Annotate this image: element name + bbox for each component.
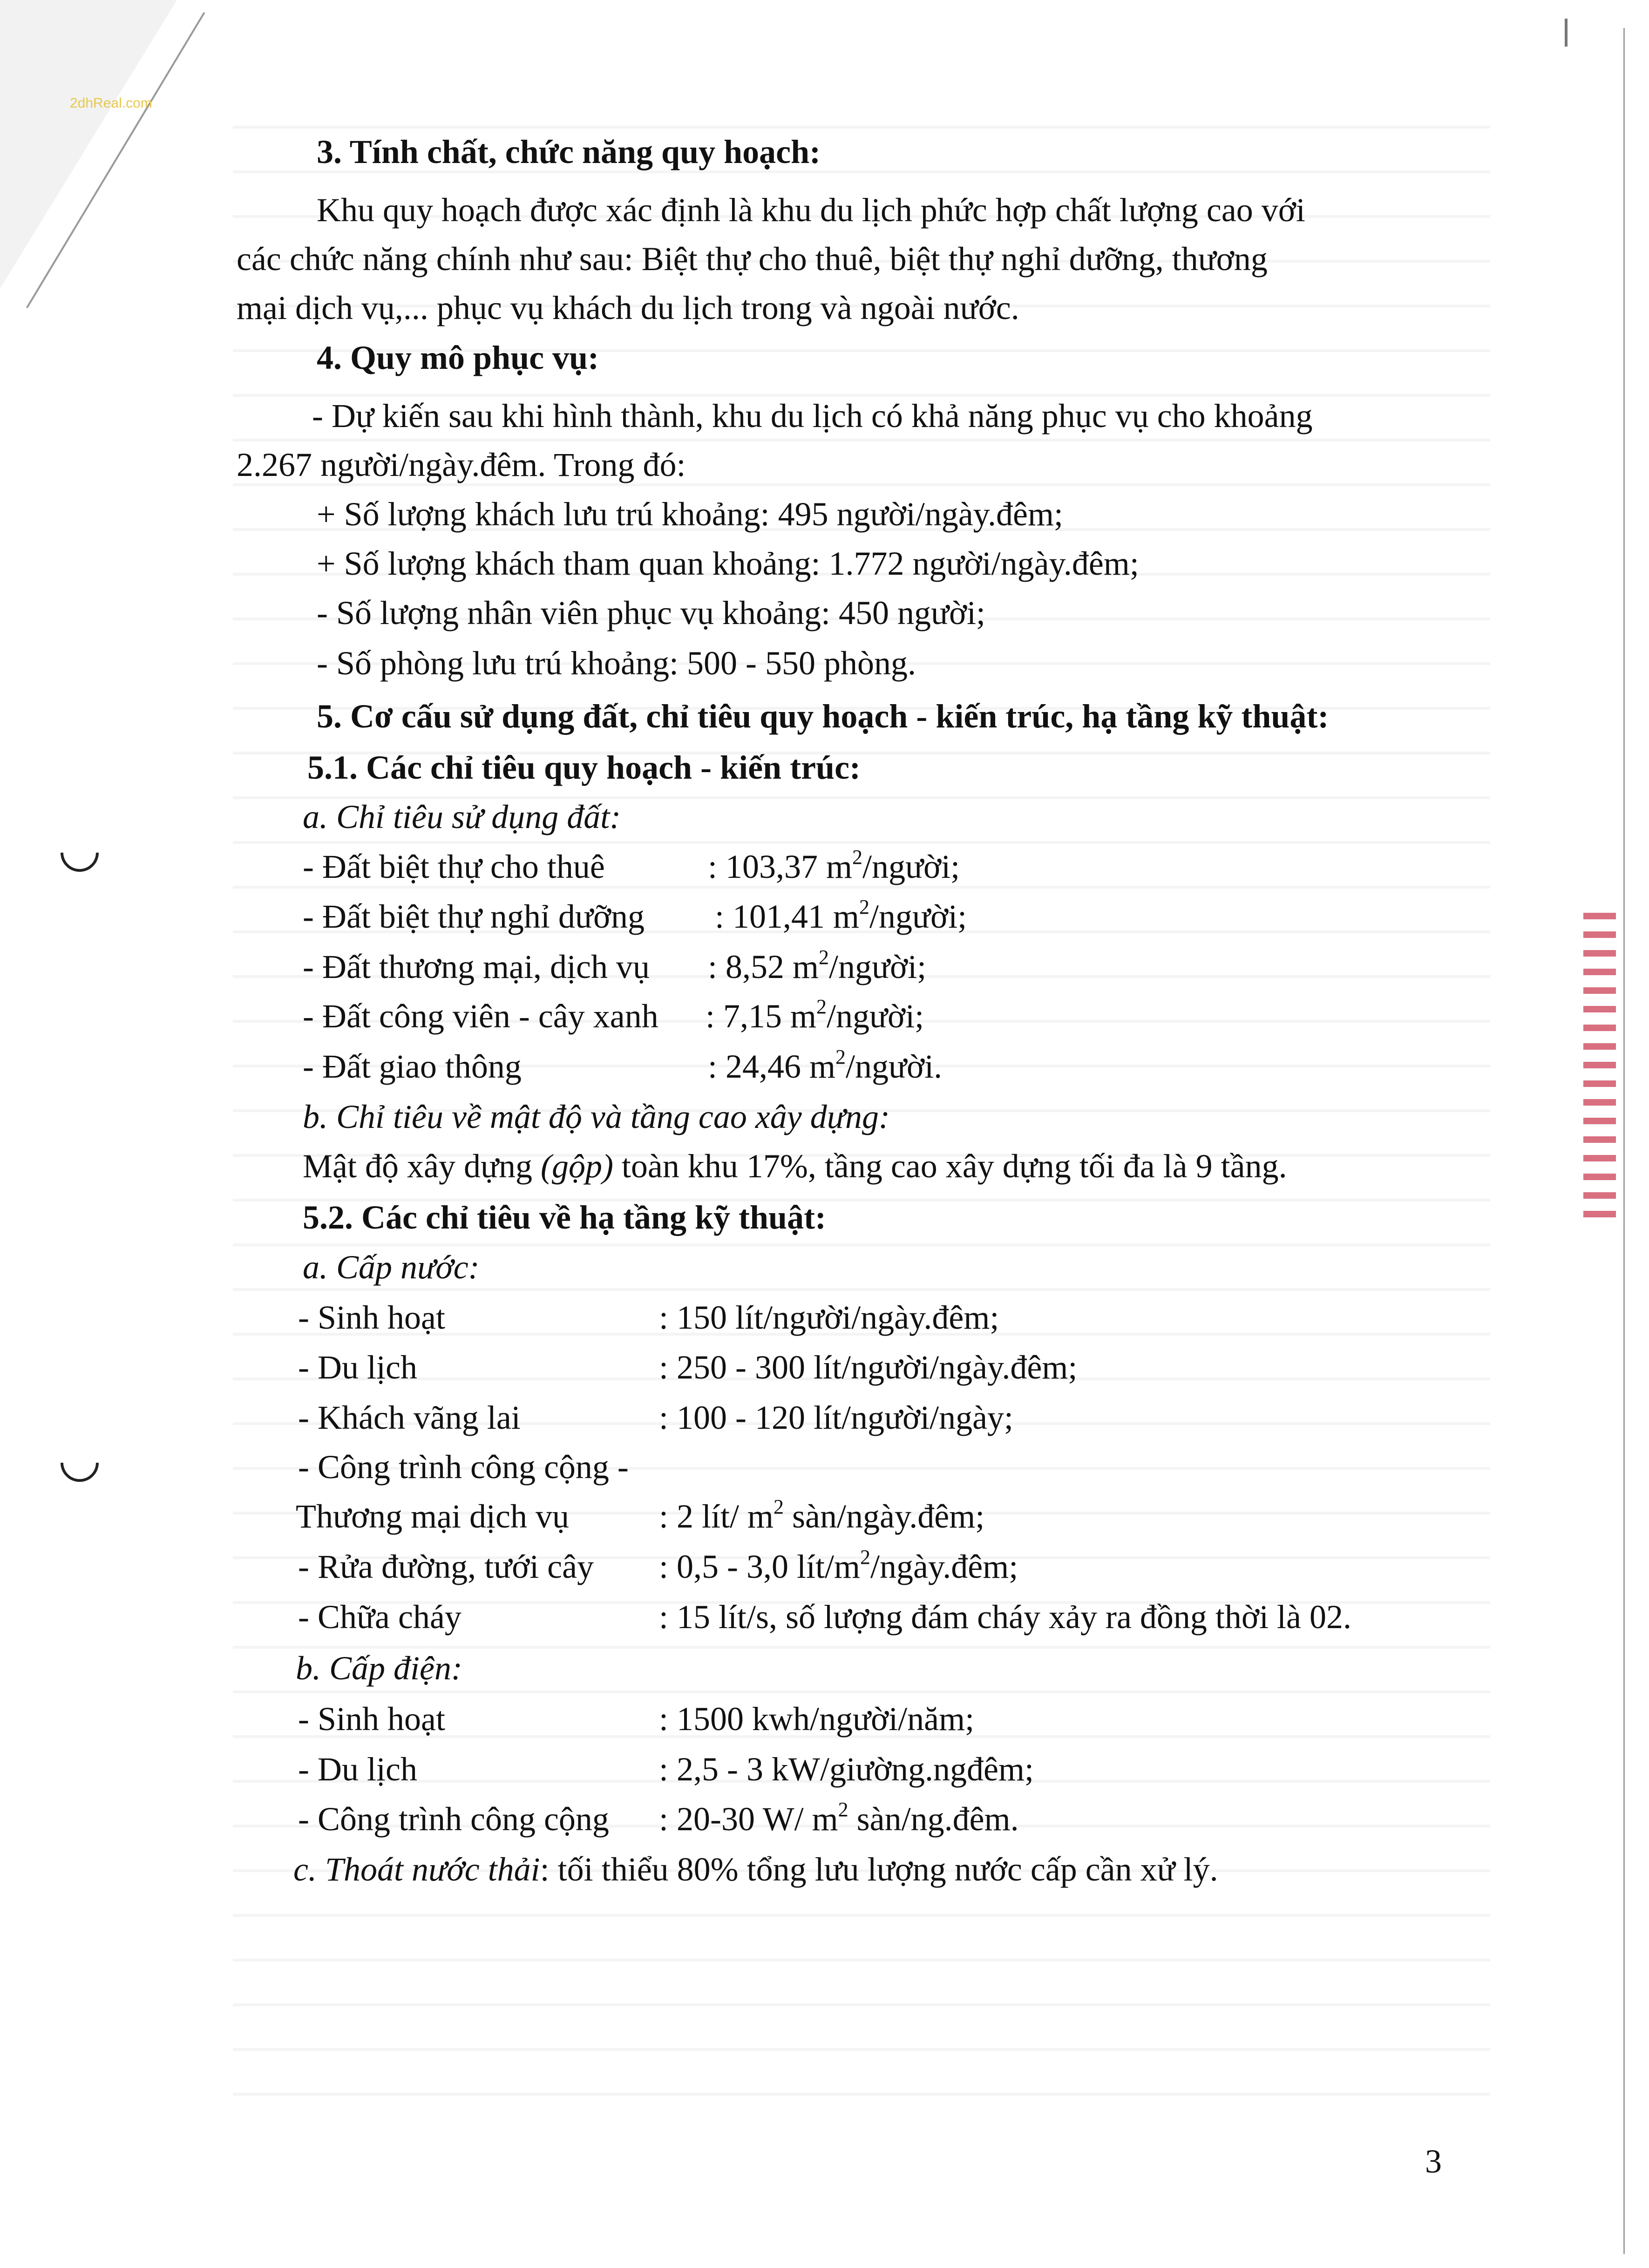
land-value: : 103,37 $m^2$/người; — [708, 846, 960, 885]
watermark: 2dhReal.com — [70, 95, 152, 111]
power-value: : 2,5 - 3 kW/giường.ngđêm; — [659, 1751, 1034, 1788]
paragraph-line: - Dự kiến sau khi hình thành, khu du lịch có khả năng phục vụ cho khoảng — [312, 397, 1313, 435]
water-value: : 150 lít/người/ngày.đêm; — [659, 1299, 999, 1336]
power-label: - Du lịch — [298, 1751, 417, 1788]
land-value: : 24,46 $m^2$/người. — [708, 1046, 943, 1085]
list-item: + Số lượng khách tham quan khoảng: 1.772 người/ngày.đêm; — [317, 545, 1139, 582]
water-value: : 250 - 300 lít/người/ngày.đêm; — [659, 1349, 1078, 1386]
red-stamp — [1583, 913, 1616, 1220]
power-label: - Sinh hoạt — [298, 1700, 445, 1738]
water-value: : 0,5 - 3,0 lít/$m^2/ngày.đêm$; — [659, 1546, 1018, 1585]
power-title: b. Cấp điện: — [296, 1650, 462, 1687]
list-item: - Số lượng nhân viên phục vụ khoảng: 450 người; — [317, 594, 986, 632]
density-title: b. Chỉ tiêu về mật độ và tầng cao xây dựng: — [303, 1098, 890, 1135]
punch-hole-icon — [53, 1436, 107, 1490]
punch-hole-icon — [53, 826, 107, 880]
land-label: - Đất giao thông — [303, 1048, 522, 1085]
section-5-heading: 5. Cơ cấu sử dụng đất, chỉ tiêu quy hoạch - kiến trúc, hạ tầng kỹ thuật: — [317, 698, 1329, 735]
land-use-title: a. Chỉ tiêu sử dụng đất: — [303, 798, 621, 835]
water-value: : 15 lít/s, số lượng đám cháy xảy ra đồng thời là 02. — [659, 1598, 1351, 1636]
list-item: + Số lượng khách lưu trú khoảng: 495 người/ngày.đêm; — [317, 496, 1063, 533]
list-item: - Số phòng lưu trú khoảng: 500 - 550 phòng. — [317, 645, 916, 682]
land-value: : 8,52 $m^2$/người; — [708, 946, 927, 985]
paragraph-line: mại dịch vụ,... phục vụ khách du lịch trong và ngoài nước. — [237, 289, 1019, 326]
water-label: - Du lịch — [298, 1349, 417, 1386]
power-label: - Công trình công cộng — [298, 1800, 609, 1838]
density-line: Mật độ xây dựng (gộp) toàn khu 17%, tầng cao xây dựng tối đa là 9 tầng. — [303, 1148, 1287, 1185]
paragraph-line: Khu quy hoạch được xác định là khu du lịch phức hợp chất lượng cao với — [317, 191, 1305, 229]
section-4-heading: 4. Quy mô phục vụ: — [317, 339, 599, 376]
water-label: - Công trình công cộng - — [298, 1448, 629, 1486]
page-number: 3 — [1425, 2143, 1442, 2180]
water-label: Thương mại dịch vụ — [296, 1498, 570, 1535]
land-label: - Đất thương mại, dịch vụ — [303, 948, 650, 985]
paragraph-line: 2.267 người/ngày.đêm. Trong đó: — [237, 446, 686, 483]
water-title: a. Cấp nước: — [303, 1249, 480, 1286]
power-value: : 1500 kwh/người/năm; — [659, 1700, 975, 1738]
water-label: - Sinh hoạt — [298, 1299, 445, 1336]
pen-mark — [1565, 19, 1568, 47]
water-label: - Chữa cháy — [298, 1598, 461, 1636]
land-label: - Đất công viên - cây xanh — [303, 998, 658, 1035]
land-label: - Đất biệt thự nghỉ dưỡng — [303, 898, 645, 935]
land-label: - Đất biệt thự cho thuê — [303, 848, 605, 885]
paragraph-line: các chức năng chính như sau: Biệt thự cho thuê, biệt thự nghỉ dưỡng, thương — [237, 240, 1268, 278]
water-value: : 2 lít/ $m^2$ sàn/ngày.đêm; — [659, 1495, 985, 1535]
folded-corner — [0, 0, 177, 289]
land-value: : 7,15 $m^2$/người; — [706, 995, 924, 1035]
water-label: - Khách vãng lai — [298, 1399, 521, 1436]
subsection-5-1-heading: 5.1. Các chỉ tiêu quy hoạch - kiến trúc: — [307, 749, 861, 786]
subsection-5-2-heading: 5.2. Các chỉ tiêu về hạ tầng kỹ thuật: — [303, 1199, 827, 1236]
water-label: - Rửa đường, tưới cây — [298, 1548, 594, 1585]
page-edge — [1623, 28, 1625, 2254]
power-value: : 20-30 W/ $m^2$ sàn/ng.đêm. — [659, 1798, 1019, 1838]
water-value: : 100 - 120 lít/người/ngày; — [659, 1399, 1014, 1436]
section-3-heading: 3. Tính chất, chức năng quy hoạch: — [317, 133, 821, 170]
drainage-line: c. Thoát nước thải: tối thiểu 80% tổng lưu lượng nước cấp cần xử lý. — [293, 1851, 1218, 1888]
land-value: : 101,41 $m^2$/người; — [715, 896, 967, 935]
